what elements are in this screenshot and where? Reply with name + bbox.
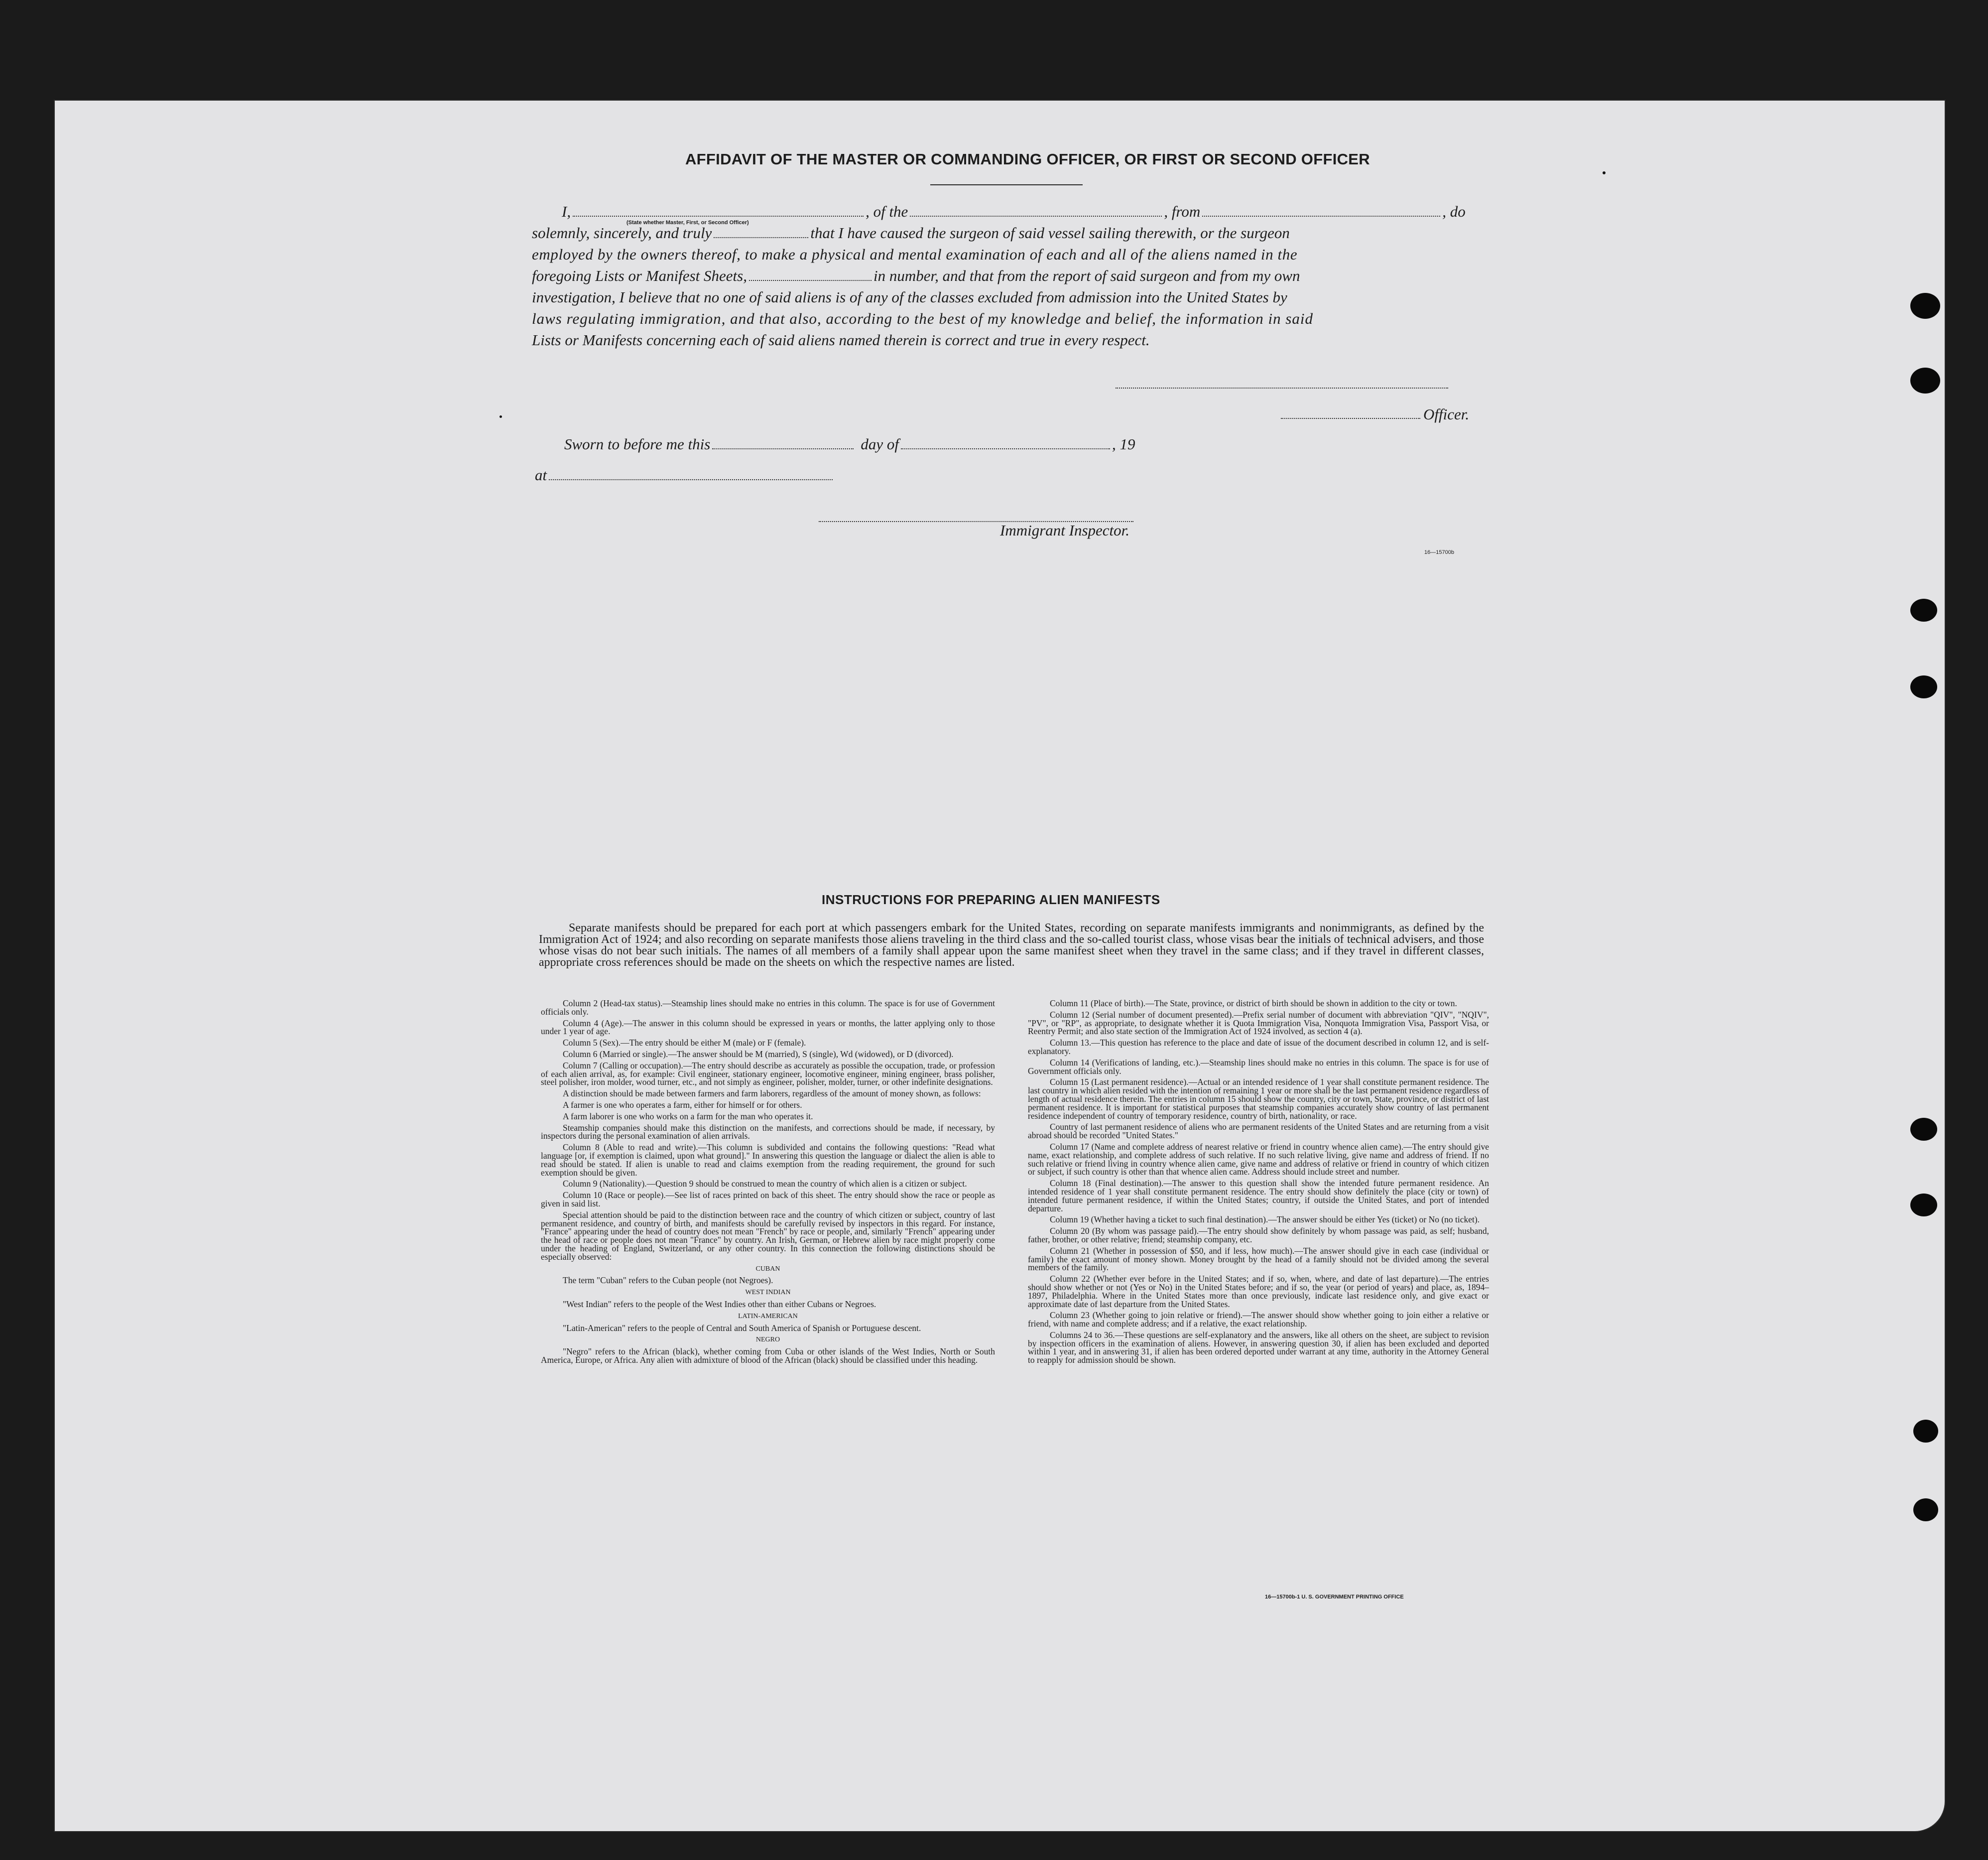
instruction-paragraph: Column 4 (Age).—The answer in this column should be expressed in years or months, the latter applying only to those under 1 year of age.	[541, 1018, 995, 1037]
affidavit-title: AFFIDAVIT OF THE MASTER OR COMMANDING OFFICER, OR FIRST OR SECOND OFFICER	[685, 150, 1370, 168]
instruction-paragraph: A distinction should be made between farmers and farm laborers, regardless of the amount of money shown, as follows:	[563, 1088, 981, 1099]
west-indian-text: "West Indian" refers to the people of the West Indies other than either Cubans or Negroes.	[563, 1299, 876, 1309]
instruction-paragraph: Column 23 (Whether going to join relative or friend).—The answer should show whether going to join either a relative or friend, with name and complete address; and if a relative, the exact relationship.	[1028, 1310, 1489, 1329]
instruction-paragraph: Column 6 (Married or single).—The answer should be M (married), S (single), Wd (widowed), or D (divorced).	[563, 1049, 954, 1059]
affidavit-line-1: I, , of the , from , do	[562, 203, 1466, 220]
affidavit-line-3: employed by the owners thereof, to make a physical and mental examination of each and all of the aliens named in the	[532, 246, 1298, 263]
instruction-paragraph: Columns 24 to 36.—These questions are self-explanatory and the answers, like all others on the sheet, are subject to revision by inspection officers in the examination of aliens. However, in answering question 30, if alien has been excluded and deported within 1 year, and in answering 31, if alien has been ordered deported under warrant at any time, authority in the Attorney General to reapply for admission should be shown.	[1028, 1329, 1489, 1365]
affidavit-line-2: solemnly, sincerely, and truly that I have caused the surgeon of said vessel sailing therewith, or the surgeon	[532, 224, 1290, 242]
binder-hole-8	[1913, 1498, 1938, 1521]
instruction-paragraph: Column 8 (Able to read and write).—This column is subdivided and contains the following questions: "Read what language [or, if exemption is claimed, upon what ground]." In answering this question the language or dialect the alien is able to read should be stated. If alien is unable to read and claims exemption from the reading requirement, the ground for such exemption should be given.	[541, 1142, 995, 1178]
instructions-intro: Separate manifests should be prepared for each port at which passengers embark for the United States, recording on separate manifests immigrants and nonimmigrants, as defined by the Immigration Act of 1924; and also recording on separate manifests those aliens traveling in the third class and the so-called tourist class, whose visas bear the initials of technical advisers, and those whose visas do not bear such initials. The names of all members of a family shall appear upon the same manifest sheet when they travel in the same class; and if they travel in different classes, appropriate cross references should be made on the sheets on which the respective names are listed.	[539, 922, 1484, 969]
instruction-paragraph: Special attention should be paid to the distinction between race and the country of which citizen or subject, country of last permanent residence, and country of birth, and manifests should be carefully revised by inspectors in this regard. For instance, "France" appearing under the head of country does not mean "French" by race or people, and, similarly "French" appearing under the head of race or people does not mean "France" by country. An Irish, German, or Hebrew alien by race might properly come under the heading of England, Switzerland, or any other country. In this connection the following distinctions should be especially observed:	[541, 1209, 995, 1262]
affidavit-line-4: foregoing Lists or Manifest Sheets, in number, and that from the report of said surgeon and from my own	[532, 267, 1300, 284]
instructions-left-column	[541, 999, 995, 1367]
latin-american-heading: LATIN-AMERICAN	[738, 1312, 798, 1320]
instruction-paragraph: Steamship companies should make this distinction on the manifests, and corrections should be made, if necessary, by inspectors during the personal examination of alien arrivals.	[541, 1122, 995, 1141]
affidavit-line-6: laws regulating immigration, and that also, according to the best of my knowledge and belief, the information in said	[532, 310, 1314, 327]
instruction-paragraph: Column 14 (Verifications of landing, etc.).—Steamship lines should make no entries in this column. The space is for use of Government officials only.	[1028, 1057, 1489, 1076]
instruction-paragraph: Country of last permanent residence of aliens who are permanent residents of the United States and are returning from a visit abroad should be recorded "United States."	[1028, 1122, 1489, 1141]
instruction-paragraph: Column 13.—This question has reference to the place and date of issue of the document described in column 12, and is self-explanatory.	[1028, 1038, 1489, 1056]
officer-signature-line	[1281, 417, 1420, 419]
instruction-paragraph: Column 22 (Whether ever before in the United States; and if so, when, where, and date of last departure).—The entries should show whether or not (Yes or No) in the United States before; and if so, the year (or period of years) and place, as, 1894–1897, Philadelphia. Where in the United States more than once previously, indicate last residence only, and give exact or approximate date of last departure from the United States.	[1028, 1274, 1489, 1309]
instruction-paragraph: Column 17 (Name and complete address of nearest relative or friend in country whence alien came).—The entry should give name, exact relationship, and complete address of such relative. If no such relative living, give name and address of friend. If no such relative or friend living in country whence alien came, give name and address of relative or friend in country of which citizen or subject, if such country is other than that whence alien came. Address should include street and number.	[1028, 1141, 1489, 1177]
form-number: 16—15700b	[1424, 549, 1454, 555]
title-underline	[930, 184, 1083, 185]
west-indian-heading: WEST INDIAN	[745, 1289, 791, 1297]
instruction-paragraph: Column 12 (Serial number of document presented).—Prefix serial number of document with abbreviation "QIV", "NQIV", "PV", or "RP", as appropriate, to designate whether it is Quota Immigration Visa, Nonquota Immigration Visa, Passport Visa, or Reentry Permit; and also state section of the Immigration Act of 1924 involved, as section 4 (a).	[1028, 1009, 1489, 1037]
instruction-paragraph: Column 21 (Whether in possession of $50, and if less, how much).—The answer should give in each case (individual or family) the exact amount of money shown. Money brought by the head of a family should not be divided among the several members of the family.	[1028, 1245, 1489, 1273]
binder-hole-1	[1910, 293, 1940, 319]
instruction-paragraph: Column 9 (Nationality).—Question 9 should be construed to mean the country of which alien is a citizen or subject.	[563, 1179, 967, 1189]
stray-mark	[499, 415, 502, 418]
binder-hole-3	[1910, 599, 1937, 622]
latin-american-text: "Latin-American" refers to the people of Central and South America of Spanish or Portuguese descent.	[563, 1323, 921, 1333]
officer-rank-note: (State whether Master, First, or Second Officer)	[626, 220, 749, 226]
master-signature-line	[1116, 387, 1448, 389]
printing-office-footer: 16—15700b-1 U. S. GOVERNMENT PRINTING OFFICE	[1265, 1594, 1404, 1600]
instruction-paragraph: Column 15 (Last permanent residence).—Actual or an intended residence of 1 year shall constitute permanent residence. The last country in which alien resided with the intention of remaining 1 year or more shall be the last permanent residence regardless of length of actual residence therein. The entries in column 15 should show the country, city or town, State, province, or district of last permanent residence. It is important for statistical purposes that steamship companies accurately show country of last permanent residence independent of country of temporary residence, country of birth, nationality, or race.	[1028, 1077, 1489, 1121]
instruction-paragraph: Column 18 (Final destination).—The answer to this question shall show the intended future permanent residence. An intended residence of 1 year shall constitute permanent residence. The entry should show definitely the place (city or town) of intended future permanent residence, if within the United States; country, if outside the United States, and port of intended departure.	[1028, 1178, 1489, 1213]
instruction-paragraph: Column 7 (Calling or occupation).—The entry should describe as accurately as possible the occupation, trade, or profession of each alien arrival, as, for example: Civil engineer, stationary engineer, locomotive engineer, mining engineer, brass polisher, steel polisher, iron molder, wood turner, etc., and not simply as engineer, polisher, molder, turner, or other indefinite designations.	[541, 1060, 995, 1087]
instructions-title: INSTRUCTIONS FOR PREPARING ALIEN MANIFESTS	[822, 892, 1160, 907]
binder-hole-5	[1910, 1118, 1937, 1141]
negro-text: "Negro" refers to the African (black), whether coming from Cuba or other islands of the West Indies, North or South America, Europe, or Africa. Any alien with admixture of blood of the African (black) should be classified under this heading.	[541, 1346, 995, 1365]
affidavit-line-5: investigation, I believe that no one of said aliens is of any of the classes excluded from admission into the United States by	[532, 288, 1287, 306]
sworn-line: Sworn to before me this day of , 19	[564, 435, 1135, 453]
cuban-heading: CUBAN	[755, 1265, 780, 1273]
binder-hole-7	[1913, 1420, 1938, 1443]
binder-hole-2	[1910, 368, 1940, 394]
instruction-paragraph: Column 10 (Race or people).—See list of races printed on back of this sheet. The entry should show the race or people as given in said list.	[541, 1190, 995, 1208]
officer-label: Officer.	[1423, 405, 1470, 423]
binder-hole-4	[1910, 675, 1937, 698]
instruction-paragraph: Column 5 (Sex).—The entry should be either M (male) or F (female).	[563, 1038, 806, 1048]
instruction-paragraph: A farm laborer is one who works on a farm for the man who operates it.	[563, 1111, 813, 1121]
affidavit-line-7: Lists or Manifests concerning each of said aliens named therein is correct and true in every respect.	[532, 331, 1150, 349]
inspector-label: Immigrant Inspector.	[1000, 522, 1130, 539]
stray-mark	[1603, 171, 1606, 174]
cuban-text: The term "Cuban" refers to the Cuban people (not Negroes).	[563, 1275, 773, 1286]
instruction-paragraph: Column 11 (Place of birth).—The State, province, or district of birth should be shown in addition to the city or town.	[1050, 998, 1457, 1008]
at-line: at	[535, 466, 835, 484]
instruction-paragraph: Column 20 (By whom was passage paid).—The entry should show definitely by whom passage was paid, as self; husband, father, brother, or other relative; friend; steamship company, etc.	[1028, 1226, 1489, 1244]
instruction-paragraph: Column 19 (Whether having a ticket to such final destination).—The answer should be either Yes (ticket) or No (no ticket).	[1050, 1214, 1480, 1225]
instruction-paragraph: Column 2 (Head-tax status).—Steamship lines should make no entries in this column. The space is for use of Government officials only.	[541, 998, 995, 1017]
instruction-paragraph: A farmer is one who operates a farm, either for himself or for others.	[563, 1099, 802, 1110]
binder-hole-6	[1910, 1194, 1937, 1216]
instructions-right-column	[1028, 999, 1489, 1367]
negro-heading: NEGRO	[755, 1336, 780, 1344]
